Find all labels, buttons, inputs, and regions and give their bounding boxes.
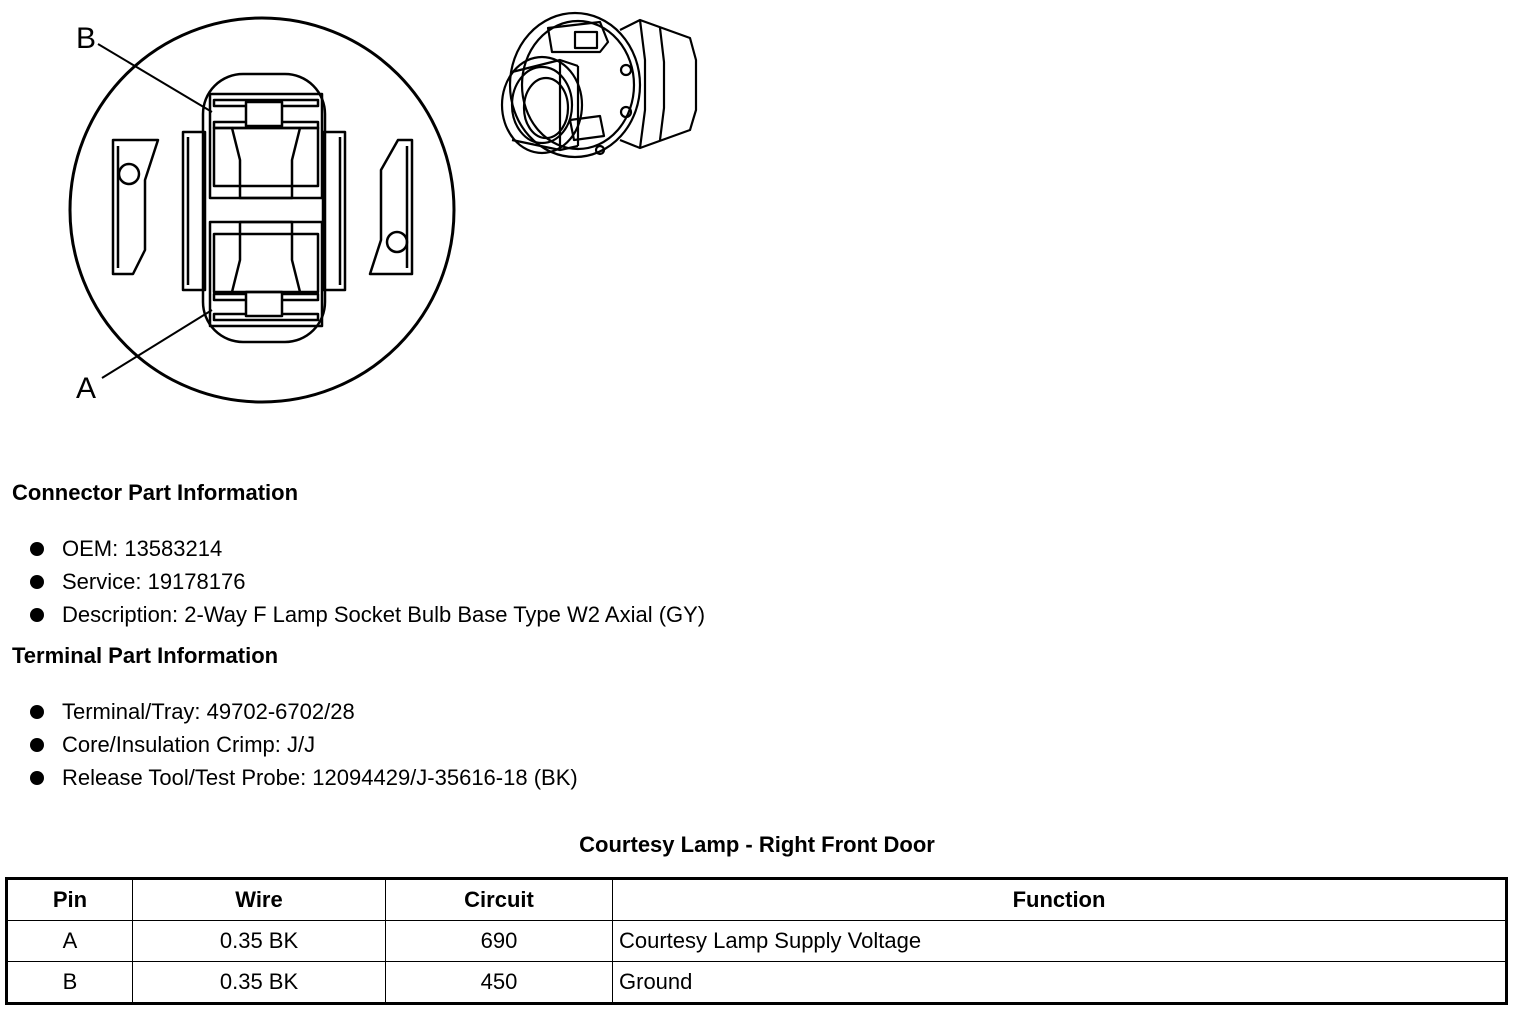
connector-info-list — [28, 532, 705, 631]
cell-wire: 0.35 BK — [133, 962, 386, 1004]
table-row — [7, 962, 1507, 1004]
list-item: OEM: 13583214 — [28, 532, 705, 565]
cell-wire: 0.35 BK — [133, 921, 386, 962]
connector-face-outline — [70, 18, 454, 402]
column-header-function: Function — [613, 879, 1507, 921]
cell-function: Courtesy Lamp Supply Voltage — [613, 921, 1507, 962]
bullet-icon — [30, 575, 44, 589]
cavity-a — [210, 222, 322, 326]
cell-pin: B — [7, 962, 133, 1004]
bullet-icon — [30, 771, 44, 785]
column-header-wire: Wire — [133, 879, 386, 921]
lamp-socket-illustration — [502, 13, 696, 157]
bullet-icon — [30, 738, 44, 752]
list-item: Release Tool/Test Probe: 12094429/J-35616-18 (BK) — [28, 761, 578, 794]
cell-function: Ground — [613, 962, 1507, 1004]
leader-line-a — [102, 310, 212, 378]
bullet-icon — [30, 705, 44, 719]
cavity-b — [210, 94, 322, 198]
right-latch — [370, 140, 412, 274]
connector-diagram — [0, 0, 760, 420]
cell-pin: A — [7, 921, 133, 962]
callout-label-b: B — [76, 22, 97, 55]
callout-label-a: A — [76, 372, 97, 405]
column-header-pin: Pin — [7, 879, 133, 921]
table-row — [7, 921, 1507, 962]
leader-line-b — [98, 44, 212, 112]
pinout-table — [5, 877, 1508, 1005]
list-item: Core/Insulation Crimp: J/J — [28, 728, 578, 761]
list-item: Service: 19178176 — [28, 565, 705, 598]
left-latch — [113, 140, 158, 274]
connector-info-heading: Connector Part Information — [12, 480, 299, 505]
bullet-icon — [30, 542, 44, 556]
terminal-info-list — [28, 695, 578, 794]
list-item: Terminal/Tray: 49702-6702/28 — [28, 695, 578, 728]
cell-circuit: 690 — [386, 921, 613, 962]
list-item: Description: 2-Way F Lamp Socket Bulb Base Type W2 Axial (GY) — [28, 598, 705, 631]
bullet-icon — [30, 608, 44, 622]
terminal-info-heading: Terminal Part Information — [12, 643, 279, 668]
cell-circuit: 450 — [386, 962, 613, 1004]
table-header-row — [7, 879, 1507, 921]
column-header-circuit: Circuit — [386, 879, 613, 921]
table-title: Courtesy Lamp - Right Front Door — [579, 832, 935, 857]
